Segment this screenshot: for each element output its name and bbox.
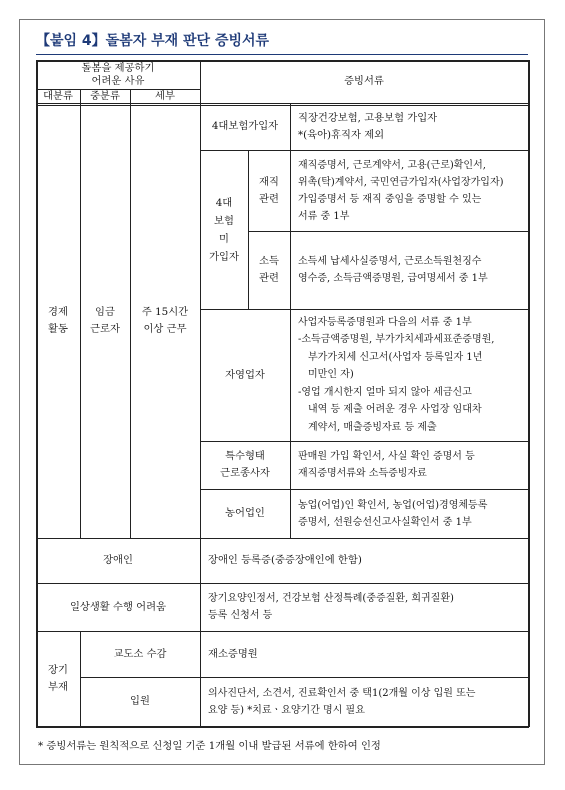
farmer-docs: 농업(어업)인 확인서, 농업(어업)경영체등록 증명서, 선원승선신고사실확인서 중 1부 <box>298 499 488 528</box>
special-worker-label: 특수형태 근로종사자 <box>220 450 270 479</box>
footnote: * 증빙서류는 원칙적으로 신청일 기준 1개월 이내 발급된 서류에 한하여 인정 <box>38 740 381 752</box>
hospital-label: 입원 <box>130 695 150 707</box>
page-title: 【붙임 4】돌봄자 부재 판단 증빙서류 <box>36 33 270 49</box>
income-docs: 소득세 납세사실증명서, 근로소득원천징수 영수증, 소득금액증명원, 급여명세서 중 1부 <box>298 256 488 284</box>
economic-middle: 임금 근로자 <box>90 305 120 335</box>
disabled-label: 장애인 <box>103 554 133 566</box>
title-underline <box>36 54 528 55</box>
insured-label: 4대보험가입자 <box>211 120 279 132</box>
daily-life-label: 일상생활 수행 어려움 <box>69 600 167 613</box>
header-reason-line2: 어려운 사유 <box>91 74 145 87</box>
long-absence-major: 장기 부재 <box>48 663 68 693</box>
header-detail: 세부 <box>155 89 175 102</box>
prison-label: 교도소 수감 <box>113 647 167 660</box>
self-employed-label: 자영업자 <box>225 368 265 381</box>
header-reason <box>36 60 200 89</box>
economic-major: 경제 활동 <box>48 305 68 335</box>
special-worker-docs: 판매원 가입 확인서, 사실 확인 증명서 등 재직증명서류와 소득증빙자료 <box>298 451 475 479</box>
hospital-docs: 의사진단서, 소견서, 진료확인서 중 택1(2개월 이상 입원 또는 요양 등) *치료ㆍ요양기간 명시 필요 <box>208 687 476 716</box>
noninsured-label: 4대 보험 미 가입자 <box>209 196 239 263</box>
daily-life-docs: 장기요양인정서, 건강보험 산정특례(중증질환, 희귀질환) 등록 신청서 등 <box>208 593 454 621</box>
prison-docs: 재소증명원 <box>208 647 258 660</box>
header-reason-line1: 돌봄을 제공하기 <box>81 61 155 74</box>
economic-detail: 주 15시간 이상 근무 <box>141 305 189 335</box>
income-label: 소득 관련 <box>259 255 279 284</box>
employment-label: 재직 관련 <box>259 175 279 205</box>
disabled-docs: 장애인 등록증(중증장애인에 한함) <box>208 554 362 566</box>
header-major: 대분류 <box>43 89 73 102</box>
header-middle: 중분류 <box>90 89 120 102</box>
header-docs: 증빙서류 <box>344 75 384 87</box>
employment-docs: 재직증명서, 근로계약서, 고용(근로)확인서, 위촉(탁)계약서, 국민연금가입자(사업장가입자) 가입증명서 등 재직 중임을 증명할 수 있는 서류 중 1부 <box>298 159 504 222</box>
self-employed-docs: 사업자등록증명원과 다음의 서류 중 1부 -소득금액증명원, 부가가치세과세표준증명원, 부가가치세 신고서(사업자 등록일자 1년 미만인 자) -영업 개시한지 얼마 되지 않아 세금신고 내역 등 제출 어려운 경우 사업장 임대차 계약서, 매출증빙자료 등 제출 <box>298 316 495 433</box>
insured-docs: 직장건강보험, 고용보험 가입자 *(육아)휴직자 제외 <box>298 111 438 141</box>
farmer-label: 농어업인 <box>225 507 265 519</box>
